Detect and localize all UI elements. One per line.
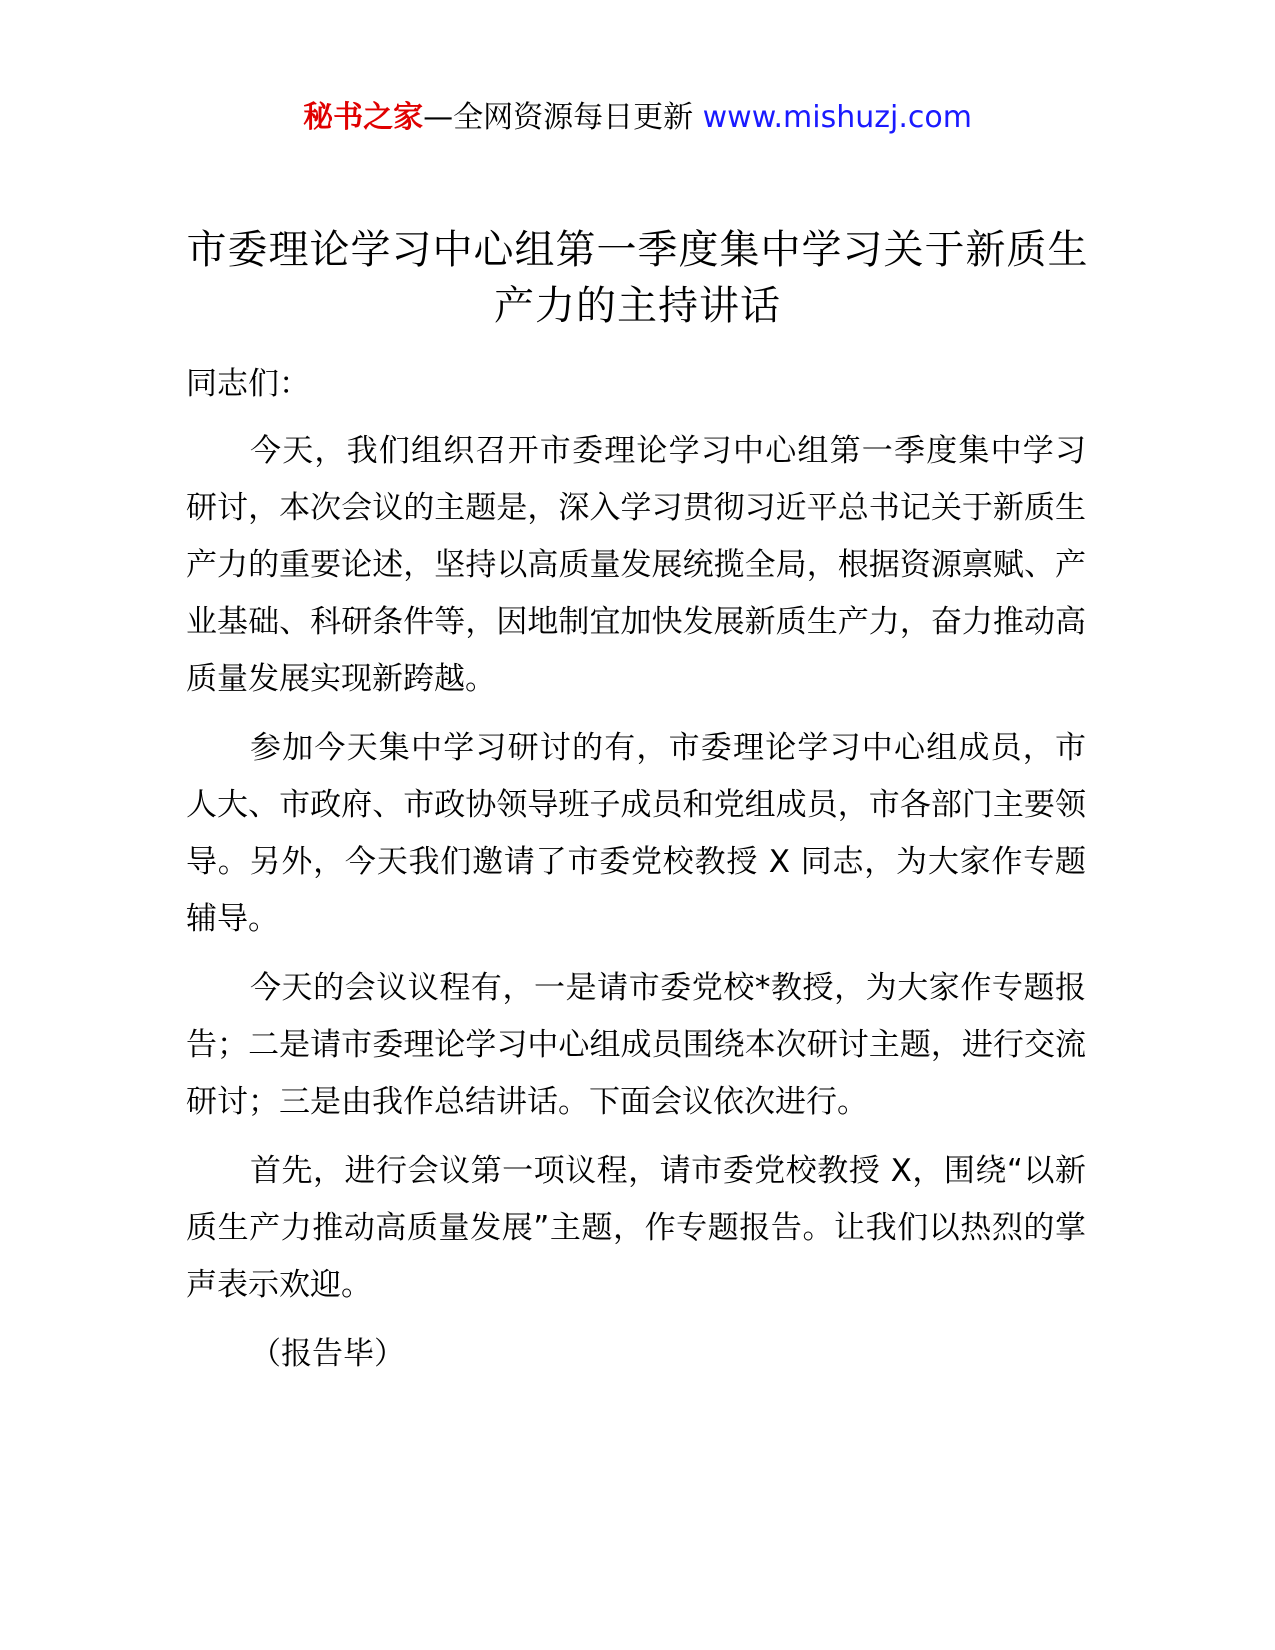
salutation: 同志们： xyxy=(186,366,310,402)
paragraph: 参加今天集中学习研讨的有，市委理论学习中心组成员，市人大、市政府、市政协领导班子成员和党组成员，市各部门主要领导。另外，今天我们邀请了市委党校教授 X 同志，为大家作专题辅导。 xyxy=(186,730,1086,937)
site-url[interactable]: www.mishuzj.com xyxy=(702,100,972,135)
site-header xyxy=(0,98,1275,138)
paragraph: 首先，进行会议第一项议程，请市委党校教授 X，围绕“以新质生产力推动高质量发展”主题，作专题报告。让我们以热烈的掌声表示欢迎。 xyxy=(186,1153,1086,1303)
paragraph: 今天，我们组织召开市委理论学习中心组第一季度集中学习研讨，本次会议的主题是，深入学习贯彻习近平总书记关于新质生产力的重要论述，坚持以高质量发展统揽全局，根据资源禀赋、产业基础、科研条件等，因地制宜加快发展新质生产力，奋力推动高质量发展实现新跨越。 xyxy=(186,433,1086,697)
paragraph-report-end: （报告毕） xyxy=(250,1336,405,1372)
paragraph: 今天的会议议程有，一是请市委党校*教授，为大家作专题报告；二是请市委理论学习中心组成员围绕本次研讨主题，进行交流研讨；三是由我作总结讲话。下面会议依次进行。 xyxy=(186,970,1086,1120)
header-tagline: —全网资源每日更新 xyxy=(423,100,703,135)
document-body xyxy=(186,356,1086,1395)
brand-name: 秘书之家 xyxy=(303,100,424,135)
document-title: 市委理论学习中心组第一季度集中学习关于新质生产力的主持讲话 xyxy=(186,227,1089,329)
